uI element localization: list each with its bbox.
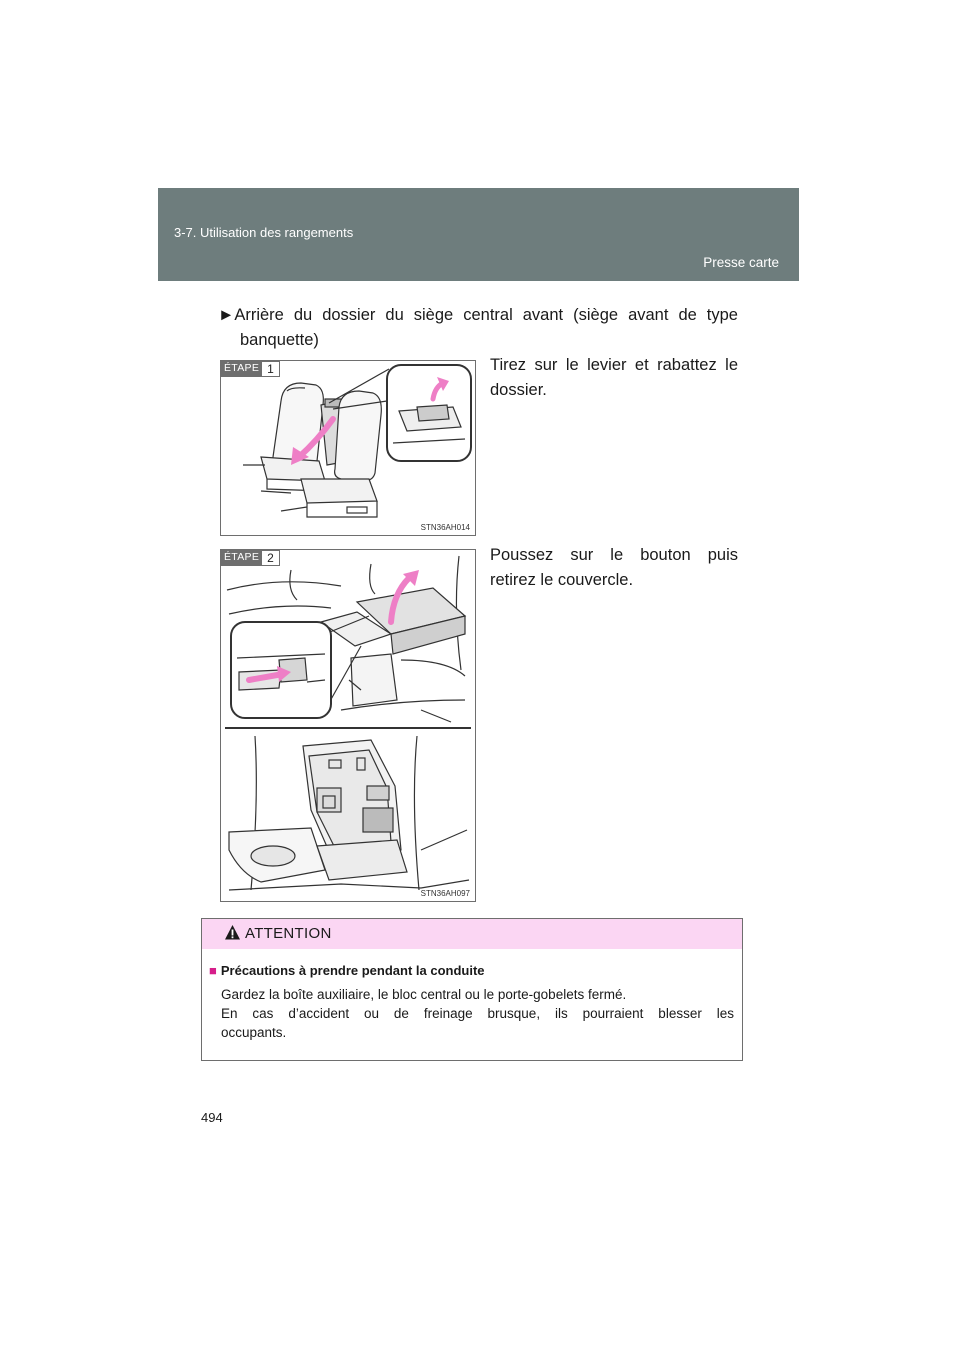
intro-bullet-line-2: banquette) <box>240 331 319 349</box>
page-number: 494 <box>201 1110 223 1125</box>
header-topic: Presse carte <box>703 255 779 270</box>
step-1-tag-label: ÉTAPE <box>221 361 262 377</box>
warning-triangle-icon <box>224 924 241 941</box>
step-1-instruction <box>490 353 738 403</box>
caution-title: ATTENTION <box>245 925 332 942</box>
caution-header <box>202 919 742 949</box>
step-1-instruction-line2: dossier. <box>490 381 547 399</box>
step-2-tag-number: 2 <box>262 550 280 566</box>
caution-line-3: occupants. <box>221 1025 287 1040</box>
step-2-tag-label: ÉTAPE <box>221 550 262 566</box>
center-console-illustration <box>221 550 475 901</box>
step-2-instruction <box>490 543 738 593</box>
caution-box <box>201 918 743 1061</box>
bench-seat-illustration <box>221 361 475 535</box>
intro-bullet-line: ►Arrière du dossier du siège central avant (siège avant de type <box>218 306 738 324</box>
step-1-tag <box>221 361 280 377</box>
caution-subtitle-marker: ■ <box>209 963 217 978</box>
step-1-instruction-line1: Tirez sur le levier et rabattez le <box>490 356 738 374</box>
step-2-tag <box>221 550 280 566</box>
caution-subtitle <box>209 963 485 978</box>
step-2-instruction-line2: retirez le couvercle. <box>490 571 634 589</box>
caution-subtitle-text: Précautions à prendre pendant la conduite <box>220 963 485 978</box>
step-1-tag-number: 1 <box>262 361 280 377</box>
step-1-figure-code: STN36AH014 <box>420 523 470 532</box>
caution-line-2: En cas d’accident ou de freinage brusque, ils pourraient blesser les <box>221 1006 734 1021</box>
step-2-figure-code: STN36AH097 <box>420 889 470 898</box>
step-2-figure <box>220 549 476 902</box>
step-1-figure <box>220 360 476 536</box>
caution-line-1: Gardez la boîte auxiliaire, le bloc central ou le porte-gobelets fermé. <box>221 987 627 1002</box>
step-2-instruction-line1: Poussez sur le bouton puis <box>490 546 738 564</box>
caution-body <box>221 985 734 1042</box>
header-section-title: 3-7. Utilisation des rangements <box>174 225 354 240</box>
